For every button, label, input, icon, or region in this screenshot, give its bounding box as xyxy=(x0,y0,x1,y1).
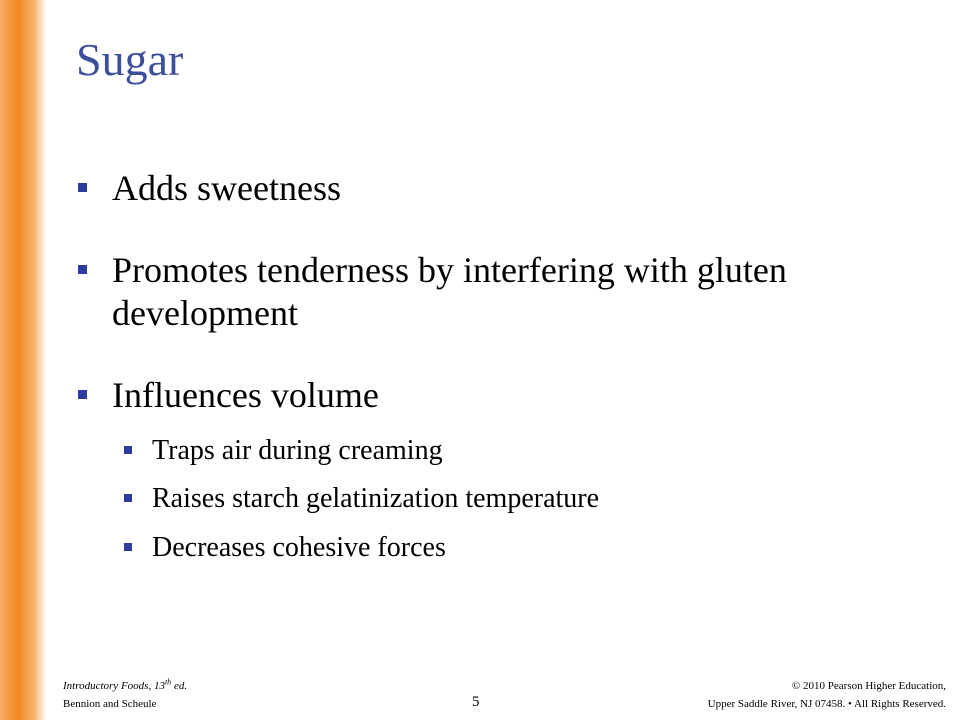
bullet-item xyxy=(112,167,341,210)
square-bullet-icon xyxy=(124,446,132,454)
square-bullet-icon xyxy=(78,265,87,274)
copyright-line: Upper Saddle River, NJ 07458. • All Rights Reserved. xyxy=(707,698,946,710)
bullet-text-line: Promotes tenderness by interfering with gluten xyxy=(112,250,787,290)
square-bullet-icon xyxy=(78,390,87,399)
page-number: 5 xyxy=(472,694,480,710)
sub-bullet-item xyxy=(152,482,599,516)
bullet-text: Adds sweetness xyxy=(112,168,341,208)
bullet-text-line: development xyxy=(112,293,298,333)
square-bullet-icon xyxy=(124,543,132,551)
copyright-line: © 2010 Pearson Higher Education, xyxy=(791,680,946,692)
bullet-text xyxy=(112,249,787,335)
sub-bullet-text: Decreases cohesive forces xyxy=(152,532,446,563)
book-authors: Bennion and Scheule xyxy=(63,698,157,710)
slide-title: Sugar xyxy=(76,34,184,85)
square-bullet-icon xyxy=(124,494,132,502)
book-title: Introductory Foods, 13th ed. xyxy=(63,677,188,692)
footer-copyright xyxy=(708,677,946,713)
bullet-text: Influences volume xyxy=(112,375,379,415)
footer-book-info xyxy=(63,677,187,713)
square-bullet-icon xyxy=(78,183,87,192)
sub-bullet-text: Raises starch gelatinization temperature xyxy=(152,483,600,514)
sub-bullet-item xyxy=(152,531,446,565)
bullet-item xyxy=(112,249,787,335)
sub-bullet-item xyxy=(152,434,443,468)
sub-bullet-text: Traps air during creaming xyxy=(152,435,443,466)
bullet-item xyxy=(112,374,379,417)
